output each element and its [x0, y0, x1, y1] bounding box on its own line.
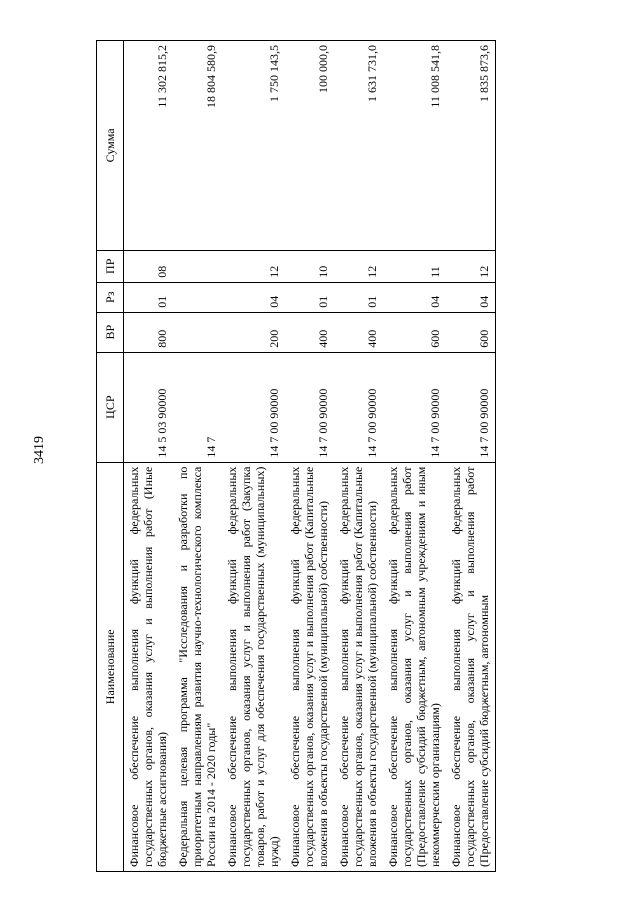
row-sum: 11 302 815,2 — [124, 41, 174, 251]
row-rz: 01 — [124, 282, 174, 312]
row-rz: 04 — [446, 282, 496, 312]
row-csr: 14 7 00 90000 — [285, 352, 334, 462]
row-pr: 08 — [124, 250, 174, 282]
row-pr: 10 — [285, 250, 334, 282]
row-pr — [173, 250, 222, 282]
row-vr: 200 — [222, 312, 285, 352]
row-name: Финансовое обеспечение выполнения функций федеральных государственных органов, оказания услуг и выполнения работ (Капитальные вложения в объекты государственной (муниципальной) собственности) — [334, 462, 383, 871]
row-name: Финансовое обеспечение выполнения функций федеральных государственных органов, оказания услуг и выполнения работ (Предоставление субсидий бюджетным, автономным — [446, 462, 496, 871]
table-row — [173, 41, 222, 872]
row-rz — [173, 282, 222, 312]
row-rz: 04 — [222, 282, 285, 312]
row-pr: 12 — [222, 250, 285, 282]
row-csr: 14 7 00 90000 — [383, 352, 446, 462]
row-name: Финансовое обеспечение выполнения функций федеральных государственных органов, оказания услуг и выполнения работ (Закупка товаров, работ и услуг для обеспечения государственных (муниципальных) нужд) — [222, 462, 285, 871]
row-pr: 12 — [446, 250, 496, 282]
row-csr: 14 7 00 90000 — [222, 352, 285, 462]
table-row — [222, 41, 285, 872]
row-rz: 01 — [334, 282, 383, 312]
row-csr: 14 7 — [173, 352, 222, 462]
header-sum: Сумма — [97, 41, 124, 251]
row-vr: 800 — [124, 312, 174, 352]
row-name: Финансовое обеспечение выполнения функций федеральных государственных органов, оказания услуг и выполнения работ (Иные бюджетные ассигнования) — [124, 462, 174, 871]
row-sum: 100 000,0 — [285, 41, 334, 251]
row-pr: 11 — [383, 250, 446, 282]
row-name: Федеральная целевая программа "Исследования и разработки по приоритетным направлениям развития научно-технологического комплекса России на 2014 - 2020 годы" — [173, 462, 222, 871]
row-csr: 14 5 03 90000 — [124, 352, 174, 462]
table-row — [334, 41, 383, 872]
row-sum: 1 631 731,0 — [334, 41, 383, 251]
header-rz: Рз — [97, 282, 124, 312]
header-pr: ПР — [97, 250, 124, 282]
table-row — [446, 41, 496, 872]
row-pr: 12 — [334, 250, 383, 282]
row-sum: 11 008 541,8 — [383, 41, 446, 251]
row-csr: 14 7 00 90000 — [334, 352, 383, 462]
row-sum: 1 835 873,6 — [446, 41, 496, 251]
row-sum: 1 750 143,5 — [222, 41, 285, 251]
row-sum: 18 804 580,9 — [173, 41, 222, 251]
table-row — [124, 41, 174, 872]
table-header-row — [97, 41, 124, 872]
row-vr: 400 — [285, 312, 334, 352]
row-vr: 600 — [383, 312, 446, 352]
row-csr: 14 7 00 90000 — [446, 352, 496, 462]
row-vr: 600 — [446, 312, 496, 352]
row-name: Финансовое обеспечение выполнения функций федеральных государственных органов, оказания услуг и выполнения работ (Предоставление субсидий бюджетным, автономным учреждениям и иным некоммерческим организациям) — [383, 462, 446, 871]
row-name: Финансовое обеспечение выполнения функций федеральных государственных органов, оказания услуг и выполнения работ (Капитальные вложения в объекты государственной (муниципальной) собственности) — [285, 462, 334, 871]
row-rz: 01 — [285, 282, 334, 312]
row-rz: 04 — [383, 282, 446, 312]
header-name: Наименование — [97, 462, 124, 871]
row-vr: 400 — [334, 312, 383, 352]
header-csr: ЦСР — [97, 352, 124, 462]
table-row — [383, 41, 446, 872]
page-number: 3419 — [32, 436, 47, 464]
budget-table-frame — [96, 40, 616, 872]
header-vr: ВР — [97, 312, 124, 352]
row-vr — [173, 312, 222, 352]
table-row — [285, 41, 334, 872]
budget-table — [96, 40, 496, 872]
